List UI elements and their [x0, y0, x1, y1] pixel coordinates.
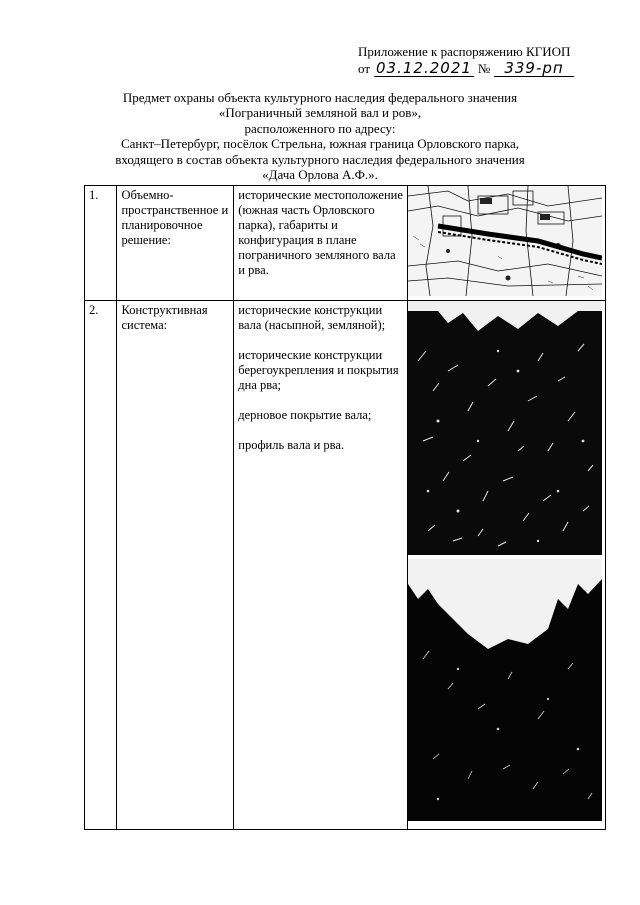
header-line: «Пограничный земляной вал и ров», [218, 105, 422, 121]
attachment-date-number [358, 60, 578, 77]
vegetation-photos [407, 301, 605, 830]
protection-subject-table [84, 185, 606, 830]
site-map-graphic [408, 186, 602, 296]
header-line: входящего в состав объекта культурного наследия федерального значения [115, 151, 525, 167]
number-label: № [477, 61, 491, 76]
row-category: Объемно-пространственное и планировочное решение: [117, 186, 234, 301]
description-item: исторические конструкции вала (насыпной, земляной); [238, 303, 386, 332]
embankment-photo [408, 301, 602, 555]
ditch-photo [408, 559, 602, 821]
row-number: 1. [85, 186, 117, 301]
handwritten-date: 03.12.2021 [376, 59, 472, 77]
row-description [234, 301, 408, 830]
site-map-image [407, 186, 605, 301]
attachment-block [358, 44, 578, 77]
header-line: «Дача Орлова А.Ф.». [262, 167, 378, 183]
table-row [85, 186, 606, 301]
description-item: дерновое покрытие вала; [238, 408, 372, 422]
attachment-title: Приложение к распоряжению КГИОП [358, 44, 571, 59]
document-header [60, 90, 580, 182]
header-line: расположенного по адресу: [244, 120, 396, 136]
header-line: Санкт–Петербург, посёлок Стрельна, южная граница Орловского парка, [120, 136, 520, 152]
description-item: профиль вала и рва. [238, 438, 345, 452]
description-item: исторические конструкции берегоукрепления и покрытия дна рва; [238, 348, 399, 392]
description-item: исторические местоположение (южная часть Орловского парка), габариты и конфигурация в плане пограничного земляного вала и рва. [238, 188, 403, 277]
header-line: Предмет охраны объекта культурного наследия федерального значения [122, 90, 518, 105]
from-prefix: от [358, 61, 371, 76]
row-category: Конструктивная система: [117, 301, 234, 830]
photo-ditch [408, 559, 602, 821]
photo-embankment [408, 301, 602, 555]
handwritten-number: 339-рп [494, 60, 573, 77]
table-row [85, 301, 606, 830]
row-number: 2. [85, 301, 117, 830]
row-description [234, 186, 408, 301]
